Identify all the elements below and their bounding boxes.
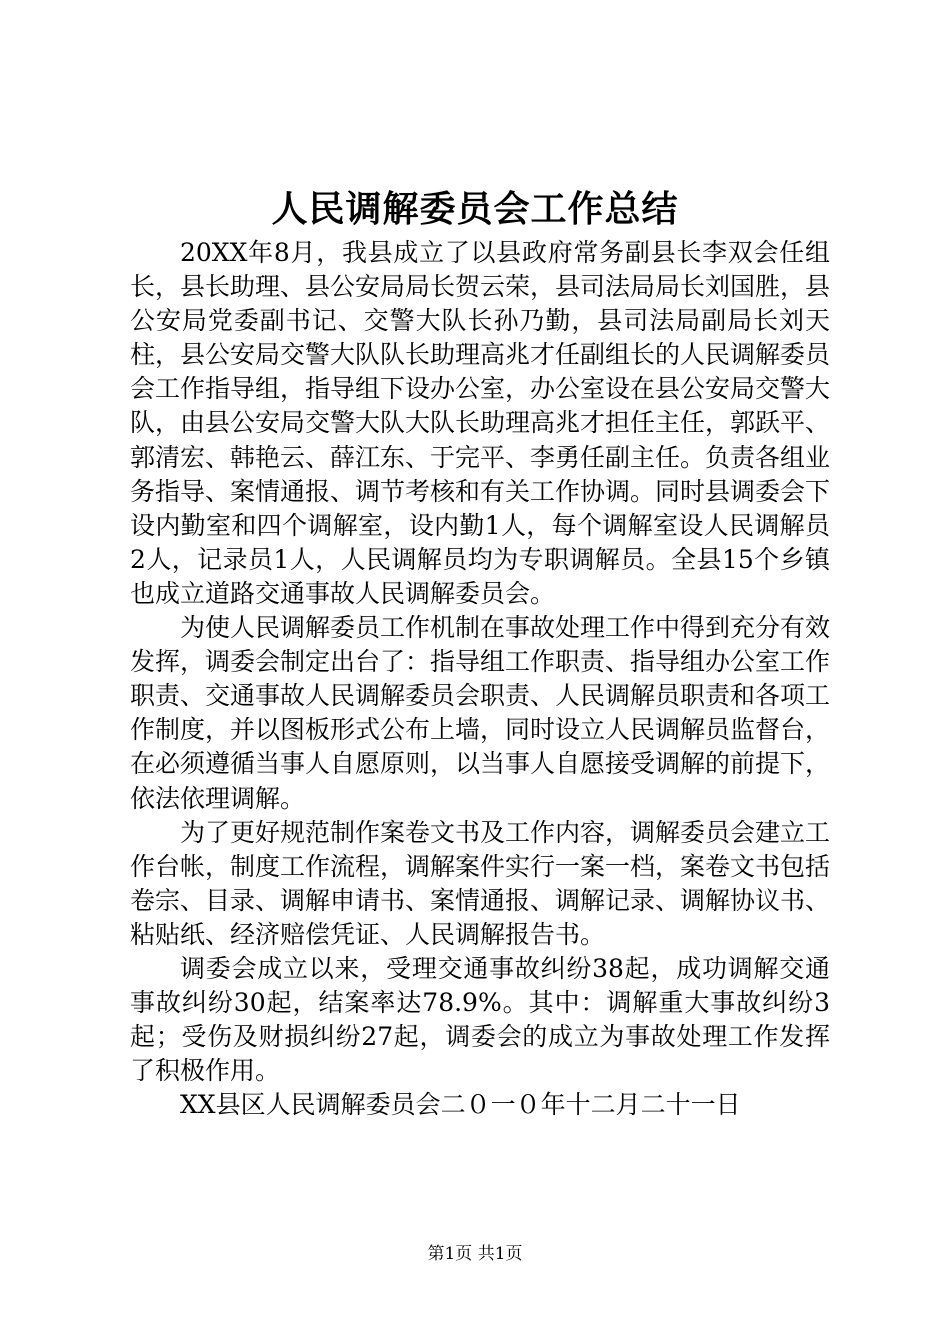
- paragraph-4: 调委会成立以来，受理交通事故纠纷38起，成功调解交通事故纠纷30起，结案率达78.9%。其中：调解重大事故纠纷3起；受伤及财损纠纷27起，调委会的成立为事故处理工作发挥了积极作用。: [130, 953, 830, 1086]
- paragraph-3: 为了更好规范制作案卷文书及工作内容，调解委员会建立工作台帐，制度工作流程，调解案件实行一案一档，案卷文书包括卷宗、目录、调解申请书、案情通报、调解记录、调解协议书、粘贴纸、经济赔偿凭证、人民调解报告书。: [130, 817, 831, 949]
- page-number-footer: 第1页 共1页: [427, 1244, 523, 1264]
- document-title: 人民调解委员会工作总结: [271, 188, 679, 230]
- signature-line: XX县区人民调解委员会二０一０年十二月二十一日: [180, 1090, 741, 1120]
- document-body: [130, 236, 830, 1122]
- paragraph-2: 为使人民调解委员工作机制在事故处理工作中得到充分有效发挥，调委会制定出台了：指导组工作职责、指导组办公室工作职责、交通事故人民调解委员会职责、人民调解员职责和各项工作制度，并以图板形式公布上墙，同时设立人民调解员监督台，在必须遵循当事人自愿原则，以当事人自愿接受调解的前提下，依法依理调解。: [130, 613, 831, 813]
- paragraph-1: 20XX年8月，我县成立了以县政府常务副县长李双会任组长，县长助理、县公安局局长贺云荣，县司法局局长刘国胜，县公安局党委副书记、交警大队长孙乃勤，县司法局副局长刘天柱，县公安局交警大队队长助理高兆才任副组长的人民调解委员会工作指导组，指导组下设办公室，办公室设在县公安局交警大队，由县公安局交警大队大队长助理高兆才担任主任，郭跃平、郭清宏、韩艳云、薛江东、于完平、李勇任副主任。负责各组业务指导、案情通报、调节考核和有关工作协调。同时县调委会下设内勤室和四个调解室，设内勤1人，每个调解室设人民调解员2人，记录员1人，人民调解员均为专职调解员。全县15个乡镇也成立道路交通事故人民调解委员会。: [130, 238, 831, 608]
